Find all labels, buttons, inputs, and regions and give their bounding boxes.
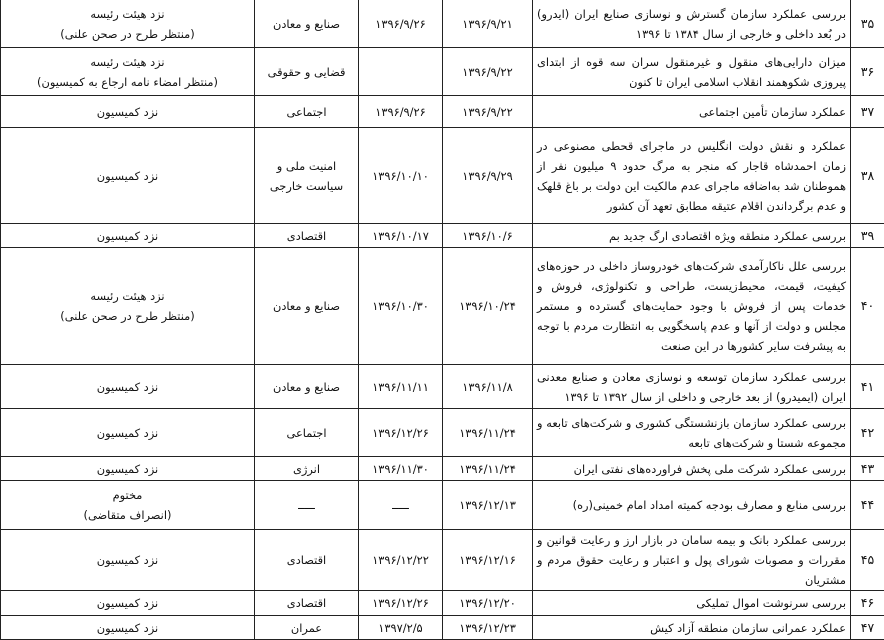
table-row [1, 248, 884, 365]
committee-name: صنایع و معادن [255, 365, 359, 409]
row-number: ۳۹ [851, 224, 884, 248]
status-line: (انصراف متقاضی) [5, 505, 250, 525]
submission-date: ۱۳۹۶/۱۱/۲۴ [443, 457, 533, 481]
referral-date: ۱۳۹۶/۱۲/۲۲ [359, 530, 443, 591]
committee-name: اجتماعی [255, 96, 359, 128]
table-row [1, 616, 884, 640]
inquiry-subject: عملکرد سازمان تأمین اجتماعی [533, 96, 851, 128]
row-number: ۴۲ [851, 409, 884, 457]
committee-name [255, 128, 359, 224]
row-number: ۴۱ [851, 365, 884, 409]
submission-date: ۱۳۹۶/۹/۲۲ [443, 48, 533, 96]
referral-date: ۱۳۹۶/۱۰/۱۰ [359, 128, 443, 224]
status-cell [1, 128, 255, 224]
inquiry-subject: بررسی منابع و مصارف بودجه کمیته امداد امام خمینی(ره) [533, 481, 851, 530]
submission-date: ۱۳۹۶/۱۲/۲۳ [443, 616, 533, 640]
referral-date: ۱۳۹۶/۱۰/۳۰ [359, 248, 443, 365]
inquiry-subject: بررسی علل ناکارآمدی شرکت‌های خودروساز داخلی در حوزه‌های کیفیت، قیمت، محیط‌زیست، طراحی و تکنولوژی، فروش و خدمات پس از فروش با وجود حمایت‌های گسترده و مستمر مجلس و دولت از آنها و عدم پاسخگویی به انتظارت مردم با توجه به پیشرفت سایر کشورها در این صنعت [533, 248, 851, 365]
status-line: نزد کمیسیون [5, 226, 250, 246]
row-number: ۴۰ [851, 248, 884, 365]
submission-date: ۱۳۹۶/۱۱/۸ [443, 365, 533, 409]
table-body [1, 0, 884, 640]
status-cell [1, 0, 255, 48]
submission-date: ۱۳۹۶/۱۲/۲۰ [443, 591, 533, 616]
committee-name: انرژی [255, 457, 359, 481]
status-line: نزد کمیسیون [5, 423, 250, 443]
table-row [1, 481, 884, 530]
committee-name: اقتصادی [255, 591, 359, 616]
status-cell [1, 224, 255, 248]
referral-date: ۱۳۹۶/۱۰/۱۷ [359, 224, 443, 248]
referral-date: ـــــ [359, 481, 443, 530]
status-cell [1, 530, 255, 591]
committee-line: سیاست خارجی [259, 176, 354, 196]
referral-date: ۱۳۹۶/۱۲/۲۶ [359, 409, 443, 457]
committee-name: قضایی و حقوقی [255, 48, 359, 96]
row-number: ۳۵ [851, 0, 884, 48]
inquiry-subject: بررسی عملکرد سازمان بازنشستگی کشوری و شرکت‌های تابعه و مجموعه شستا و شرکت‌های تابعه [533, 409, 851, 457]
status-line: نزد هیئت رئیسه [5, 4, 250, 24]
committee-name: صنایع و معادن [255, 0, 359, 48]
table-row [1, 365, 884, 409]
status-cell [1, 591, 255, 616]
row-number: ۴۶ [851, 591, 884, 616]
status-line: (منتظر طرح در صحن علنی) [5, 306, 250, 326]
referral-date: ۱۳۹۶/۱۲/۲۶ [359, 591, 443, 616]
table-row [1, 0, 884, 48]
table-row [1, 128, 884, 224]
inquiry-subject: بررسی عملکرد منطقه ویژه اقتصادی ارگ جدید بم [533, 224, 851, 248]
submission-date: ۱۳۹۶/۹/۲۲ [443, 96, 533, 128]
inquiry-subject: بررسی سرنوشت اموال تملیکی [533, 591, 851, 616]
status-cell [1, 409, 255, 457]
submission-date: ۱۳۹۶/۹/۲۹ [443, 128, 533, 224]
table-row [1, 457, 884, 481]
committee-name: ـــــ [255, 481, 359, 530]
row-number: ۴۳ [851, 457, 884, 481]
status-line: نزد کمیسیون [5, 166, 250, 186]
submission-date: ۱۳۹۶/۱۰/۲۴ [443, 248, 533, 365]
status-cell [1, 616, 255, 640]
status-line: نزد کمیسیون [5, 593, 250, 613]
row-number: ۳۸ [851, 128, 884, 224]
submission-date: ۱۳۹۶/۱۲/۱۶ [443, 530, 533, 591]
status-line: نزد کمیسیون [5, 618, 250, 638]
status-cell [1, 365, 255, 409]
table-row [1, 530, 884, 591]
committee-name: صنایع و معادن [255, 248, 359, 365]
inquiry-subject: بررسی عملکرد شرکت ملی پخش فراورده‌های نفتی ایران [533, 457, 851, 481]
status-line: نزد کمیسیون [5, 377, 250, 397]
referral-date: ۱۳۹۶/۹/۲۶ [359, 0, 443, 48]
row-number: ۴۷ [851, 616, 884, 640]
submission-date: ۱۳۹۶/۱۲/۱۳ [443, 481, 533, 530]
table-row [1, 409, 884, 457]
inquiry-subject: بررسی عملکرد بانک و بیمه سامان در بازار ارز و رعایت قوانین و مقررات و مصوبات شورای پول و اعتبار و رعایت حقوق مردم و مشتریان [533, 530, 851, 591]
status-line: نزد کمیسیون [5, 459, 250, 479]
inquiry-subject: عملکرد عمرانی سازمان منطقه آزاد کیش [533, 616, 851, 640]
row-number: ۳۷ [851, 96, 884, 128]
referral-date: ۱۳۹۶/۹/۲۶ [359, 96, 443, 128]
inquiry-subject: بررسی عملکرد سازمان توسعه و نوسازی معادن و صنایع معدنی ایران (ایمیدرو) از بعد خارجی و داخلی از سال ۱۳۹۲ تا ۱۳۹۶ [533, 365, 851, 409]
referral-date: ۱۳۹۶/۱۱/۳۰ [359, 457, 443, 481]
row-number: ۴۴ [851, 481, 884, 530]
status-cell [1, 481, 255, 530]
submission-date: ۱۳۹۶/۱۱/۲۴ [443, 409, 533, 457]
committee-line: امنیت ملی و [259, 156, 354, 176]
row-number: ۴۵ [851, 530, 884, 591]
status-line: نزد هیئت رئیسه [5, 286, 250, 306]
committee-name: عمران [255, 616, 359, 640]
status-cell [1, 48, 255, 96]
status-line: نزد هیئت رئیسه [5, 52, 250, 72]
status-line: نزد کمیسیون [5, 550, 250, 570]
status-cell [1, 248, 255, 365]
status-line: (منتظر طرح در صحن علنی) [5, 24, 250, 44]
inquiry-subject: عملکرد و نقش دولت انگلیس در ماجرای قحطی مصنوعی در زمان احمدشاه قاجار که منجر به مرگ حدود ۹ میلیون نفر از هموطنان شد به‌اضافه ماجرای عدم مالکیت این دولت بر باغ قلهک و عدم برگرداندن اقلام عتیقه مطابق تعهد آن کشور [533, 128, 851, 224]
referral-date [359, 48, 443, 96]
table-row [1, 591, 884, 616]
referral-date: ۱۳۹۶/۱۱/۱۱ [359, 365, 443, 409]
committee-name: اجتماعی [255, 409, 359, 457]
committee-name: اقتصادی [255, 530, 359, 591]
referral-date: ۱۳۹۷/۲/۵ [359, 616, 443, 640]
status-line: (منتظر امضاء نامه ارجاع به کمیسیون) [5, 72, 250, 92]
status-line: نزد کمیسیون [5, 102, 250, 122]
row-number: ۳۶ [851, 48, 884, 96]
inquiry-subject: بررسی عملکرد سازمان گسترش و نوسازی صنایع ایران (ایدرو) در بُعد داخلی و خارجی از سال ۱۳۸۴ تا ۱۳۹۶ [533, 0, 851, 48]
submission-date: ۱۳۹۶/۱۰/۶ [443, 224, 533, 248]
status-line: مختوم [5, 485, 250, 505]
status-cell [1, 457, 255, 481]
committee-name: اقتصادی [255, 224, 359, 248]
inquiry-subject: میزان دارایی‌های منقول و غیرمنقول سران سه قوه از ابتدای پیروزی شکوهمند انقلاب اسلامی ایران تا کنون [533, 48, 851, 96]
table-row [1, 48, 884, 96]
table-row [1, 224, 884, 248]
table-row [1, 96, 884, 128]
submission-date: ۱۳۹۶/۹/۲۱ [443, 0, 533, 48]
status-cell [1, 96, 255, 128]
